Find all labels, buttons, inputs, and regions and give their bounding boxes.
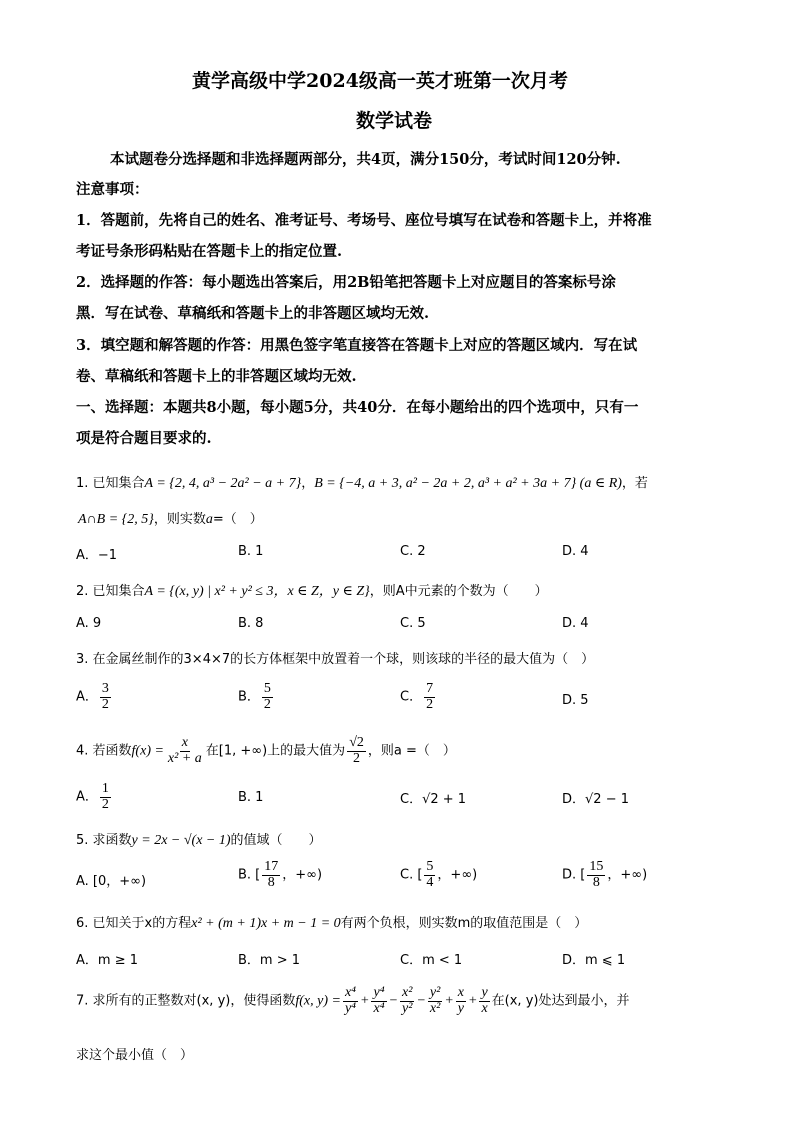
q1-suffix: ，若 bbox=[621, 476, 648, 491]
q4-function-name: f(x) = bbox=[131, 743, 164, 759]
q5-c-open: C. [ bbox=[400, 867, 423, 883]
note-1-line-2: 考证号条形码粘贴在答题卡上的指定位置. bbox=[76, 243, 343, 260]
q7-suffix: 在(x, y)处达到最小，并 bbox=[491, 993, 630, 1009]
q5-option-a: A. [0，+∞) bbox=[76, 874, 147, 889]
note-3-line-1: 3．填空题和解答题的作答：用黑色签字笔直接答在答题卡上对应的答题区域内．写在试 bbox=[76, 337, 638, 354]
q6-prefix: 6. 已知关于x的方程 bbox=[76, 916, 192, 931]
q6-suffix: 有两个负根，则实数m的取值范围是（ ） bbox=[340, 916, 588, 931]
q4-max-fraction bbox=[347, 736, 366, 766]
q7-t1-numerator: x⁴ bbox=[344, 985, 357, 1000]
q5-option-b bbox=[238, 860, 322, 890]
q7-t3-denominator: y² bbox=[402, 1000, 413, 1016]
q3-b-numerator: 5 bbox=[263, 681, 271, 696]
note-2-line-1: 2．选择题的作答：每小题选出答案后，用2B铅笔把答题卡上对应题目的答案标号涂 bbox=[76, 274, 616, 291]
q1-variable: a bbox=[205, 512, 213, 527]
q6-option-b: B．m > 1 bbox=[238, 953, 301, 968]
q1-intersection: A∩B = {2, 5} bbox=[78, 512, 154, 527]
q4-function-fraction bbox=[166, 736, 204, 766]
q3-b-denominator: 2 bbox=[263, 696, 271, 712]
q4-numerator: x bbox=[181, 735, 188, 750]
q4-denominator: x² + a bbox=[167, 750, 202, 766]
q7-term-4 bbox=[428, 986, 442, 1016]
q5-b-open: B. [ bbox=[238, 867, 261, 883]
q5-d-fraction bbox=[587, 860, 605, 890]
q7-function-name: f(x, y) = bbox=[295, 993, 341, 1009]
q2-prefix: 2. 已知集合 bbox=[76, 584, 145, 599]
q7-term-3 bbox=[400, 986, 414, 1016]
q4-a-numerator: 1 bbox=[101, 781, 109, 796]
q3-option-a-fraction bbox=[100, 682, 111, 712]
q7-t4-numerator: y² bbox=[429, 985, 441, 1000]
q3-option-b-label: B． bbox=[238, 689, 260, 705]
q5-d-numerator: 15 bbox=[589, 859, 604, 874]
q3-option-c-fraction bbox=[424, 682, 435, 712]
q3-c-numerator: 7 bbox=[426, 681, 434, 696]
q4-max-denominator: 2 bbox=[353, 750, 361, 766]
q7-t2-denominator: x⁴ bbox=[373, 1000, 385, 1016]
q5-c-denominator: 4 bbox=[426, 874, 434, 890]
q5-b-denominator: 8 bbox=[267, 874, 275, 890]
q1-set-b: B = {−4, a + 3, a² − 2a + 2, a³ + a² + 3a + 7} (a ∈ R) bbox=[314, 476, 622, 491]
q7-t1-denominator: y⁴ bbox=[344, 1000, 357, 1016]
q6-option-d: D．m ⩽ 1 bbox=[562, 953, 626, 968]
q7-term-1 bbox=[343, 986, 358, 1016]
q6-equation: x² + (m + 1)x + m − 1 = 0 bbox=[191, 916, 341, 931]
q4-max-numerator: √2 bbox=[349, 735, 364, 750]
q3-c-denominator: 2 bbox=[426, 696, 434, 712]
q5-c-numerator: 5 bbox=[426, 859, 434, 874]
q2-option-d: D. 4 bbox=[562, 616, 589, 631]
q1-line2-text: ，则实数 bbox=[153, 512, 206, 527]
question-1 bbox=[76, 472, 648, 492]
q5-d-close: ，+∞) bbox=[607, 867, 648, 883]
question-7: 7. 求所有的正整数对(x, y)，使得函数f(x, y) = $\frac{\text{x⁴}}{\text{y⁴}}$ + $\frac{\text{y⁴}}{\text{x⁴}}$ − $\frac{\text{x²}}{\text{y²}}$ − $\frac{\text{y²}}{\text{x²}}$ + $\frac{x}{y}$ + $\frac{y}{x}$ 在(x, y)处达到最小，并 bbox=[76, 985, 630, 1016]
q3-option-b-fraction bbox=[262, 682, 273, 712]
question-7-line-2: 求这个最小值（ ） bbox=[76, 1048, 194, 1063]
q2-option-a: A. 9 bbox=[76, 616, 102, 631]
question-1-line-2 bbox=[78, 508, 263, 528]
note-1-line-1: 1．答题前，先将自己的姓名、准考证号、考场号、座位号填写在试卷和答题卡上，并将准 bbox=[76, 212, 652, 229]
q7-t6-numerator: y bbox=[481, 985, 488, 1000]
q4-a-denominator: 2 bbox=[101, 796, 109, 812]
q7-t5-numerator: x bbox=[457, 985, 464, 1000]
q1-option-b: B. 1 bbox=[238, 544, 264, 559]
note-2-line-2: 黑．写在试卷、草稿纸和答题卡上的非答题区域均无效. bbox=[76, 305, 430, 322]
q3-option-a-label: A． bbox=[76, 689, 98, 705]
q3-a-numerator: 3 bbox=[101, 681, 109, 696]
q7-t2-numerator: y⁴ bbox=[373, 985, 385, 1000]
q1-set-a: A = {2, 4, a³ − 2a² − a + 7} bbox=[144, 476, 302, 491]
q3-option-c-label: C． bbox=[400, 689, 423, 705]
q1-option-c: C. 2 bbox=[400, 544, 426, 559]
q5-c-fraction bbox=[424, 860, 435, 890]
q4-option-c: C．√2 + 1 bbox=[400, 792, 467, 807]
q2-set-expression: A = {(x, y) | x² + y² ≤ 3，x ∈ Z，y ∈ Z} bbox=[144, 584, 370, 599]
section-1-line-2: 项是符合题目要求的. bbox=[76, 430, 212, 447]
q7-t6-denominator: x bbox=[481, 1000, 488, 1016]
question-3: 3. 在金属丝制作的3×4×7的长方体框架中放置着一个球，则该球的半径的最大值为（ ） bbox=[76, 652, 595, 667]
q4-option-b: B. 1 bbox=[238, 790, 264, 805]
q5-suffix: 的值域（ ） bbox=[230, 833, 322, 848]
exam-subtitle: 数学试卷 bbox=[356, 110, 433, 132]
q3-option-a bbox=[76, 682, 113, 712]
q5-b-fraction bbox=[262, 860, 280, 890]
q1-comma: ， bbox=[301, 476, 315, 491]
q3-option-c bbox=[400, 682, 437, 712]
q5-prefix: 5. 求函数 bbox=[76, 833, 132, 848]
q6-option-c: C．m < 1 bbox=[400, 953, 463, 968]
note-3-line-2: 卷、草稿纸和答题卡上的非答题区域均无效. bbox=[76, 368, 357, 385]
q5-option-d bbox=[562, 860, 647, 890]
question-6 bbox=[76, 912, 587, 932]
notes-heading: 注意事项： bbox=[76, 181, 149, 198]
q2-suffix: ，则A中元素的个数为（ ） bbox=[369, 584, 548, 599]
q1-prefix: 1. 已知集合 bbox=[76, 476, 145, 491]
q5-option-c bbox=[400, 860, 477, 890]
section-1-line-1: 一、选择题：本题共8小题，每小题5分，共40分．在每小题给出的四个选项中，只有一 bbox=[76, 399, 639, 416]
q3-a-denominator: 2 bbox=[101, 696, 109, 712]
question-2 bbox=[76, 580, 548, 600]
q5-b-close: ，+∞) bbox=[282, 867, 323, 883]
q3-option-d: D. 5 bbox=[562, 693, 589, 708]
q4-option-a-fraction bbox=[100, 782, 111, 812]
exam-title: 黄学高级中学2024级高一英才班第一次月考 bbox=[192, 70, 568, 92]
q7-term-5 bbox=[456, 986, 466, 1016]
question-4 bbox=[76, 736, 456, 766]
q4-middle-text: 在[1, +∞)上的最大值为 bbox=[205, 743, 346, 759]
q5-b-numerator: 17 bbox=[264, 859, 279, 874]
q4-suffix: ，则a =（ ） bbox=[367, 743, 456, 759]
q5-c-close: ，+∞) bbox=[437, 867, 478, 883]
q7-term-6 bbox=[479, 986, 489, 1016]
q5-function-expression: y = 2x − √(x − 1) bbox=[131, 833, 231, 848]
q4-option-a bbox=[76, 782, 113, 812]
q5-d-open: D. [ bbox=[562, 867, 586, 883]
q7-t5-denominator: y bbox=[457, 1000, 464, 1016]
q2-option-c: C. 5 bbox=[400, 616, 426, 631]
q1-option-d: D. 4 bbox=[562, 544, 589, 559]
q1-option-a: A．−1 bbox=[76, 548, 118, 563]
q3-option-b bbox=[238, 682, 275, 712]
q2-option-b: B. 8 bbox=[238, 616, 264, 631]
intro-text: 本试题卷分选择题和非选择题两部分，共4页，满分150分，考试时间120分钟. bbox=[110, 151, 621, 168]
q7-prefix: 7. 求所有的正整数对(x, y)，使得函数 bbox=[76, 993, 296, 1009]
q4-option-d: D．√2 − 1 bbox=[562, 792, 629, 807]
q5-d-denominator: 8 bbox=[592, 874, 600, 890]
q4-option-a-label: A． bbox=[76, 789, 98, 805]
question-5 bbox=[76, 829, 322, 849]
q4-prefix: 4. 若函数 bbox=[76, 743, 132, 759]
q7-t4-denominator: x² bbox=[429, 1000, 441, 1016]
q7-term-2 bbox=[371, 986, 386, 1016]
q1-line2-end: =（ ） bbox=[212, 512, 263, 527]
q7-t3-numerator: x² bbox=[402, 985, 413, 1000]
q6-option-a: A．m ≥ 1 bbox=[76, 953, 138, 968]
